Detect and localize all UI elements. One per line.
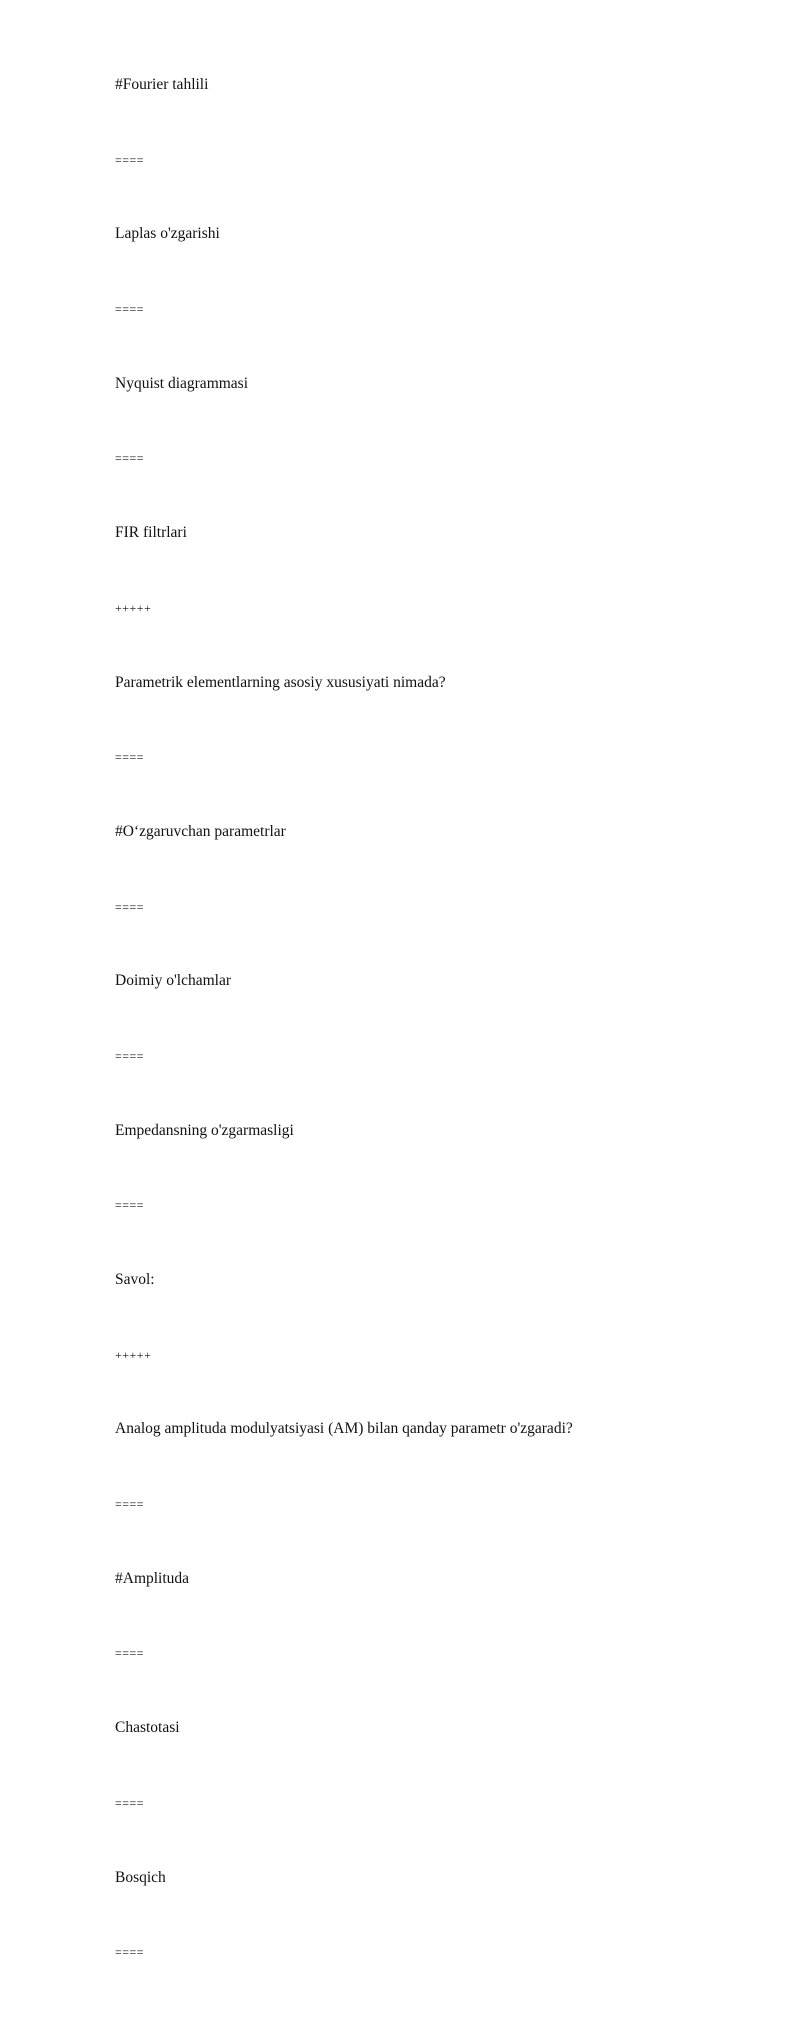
separator: ==== <box>115 302 145 317</box>
separator: ==== <box>115 1945 145 1960</box>
answer-option-correct: #Amplituda <box>115 1569 190 1587</box>
separator: ==== <box>115 1048 145 1063</box>
answer-option: Bosqich <box>115 1868 166 1886</box>
separator: ==== <box>115 1795 145 1810</box>
answer-option: Doimiy o'lchamlar <box>115 972 232 990</box>
answer-option-correct: #Fourier tahlili <box>115 76 209 93</box>
separator: ==== <box>115 1646 145 1661</box>
question-separator: +++++ <box>115 600 152 615</box>
separator: ==== <box>115 750 145 765</box>
separator: ==== <box>115 451 145 466</box>
question-separator: +++++ <box>115 1347 152 1362</box>
answer-option: FIR filtrlari <box>115 524 187 542</box>
answer-option: Laplas o'zgarishi <box>115 225 220 243</box>
answer-option: Nyquist diagrammasi <box>115 374 249 392</box>
answer-option: Empedansning o'zgarmasligi <box>115 1121 294 1139</box>
question-text: Parametrik elementlarning asosiy xususiyati nimada? <box>115 673 446 691</box>
answer-option-correct: #O‘zgaruvchan parametrlar <box>115 822 286 840</box>
separator: ==== <box>115 152 145 167</box>
question-text: Analog amplituda modulyatsiyasi (AM) bilan qanday parametr o'zgaradi? <box>115 1420 573 1438</box>
document-page <box>115 75 755 2017</box>
answer-option: Chastotasi <box>115 1719 180 1737</box>
separator: ==== <box>115 1198 145 1213</box>
answer-option: Savol: <box>115 1271 155 1288</box>
separator: ==== <box>115 1497 145 1512</box>
separator: ==== <box>115 899 145 914</box>
